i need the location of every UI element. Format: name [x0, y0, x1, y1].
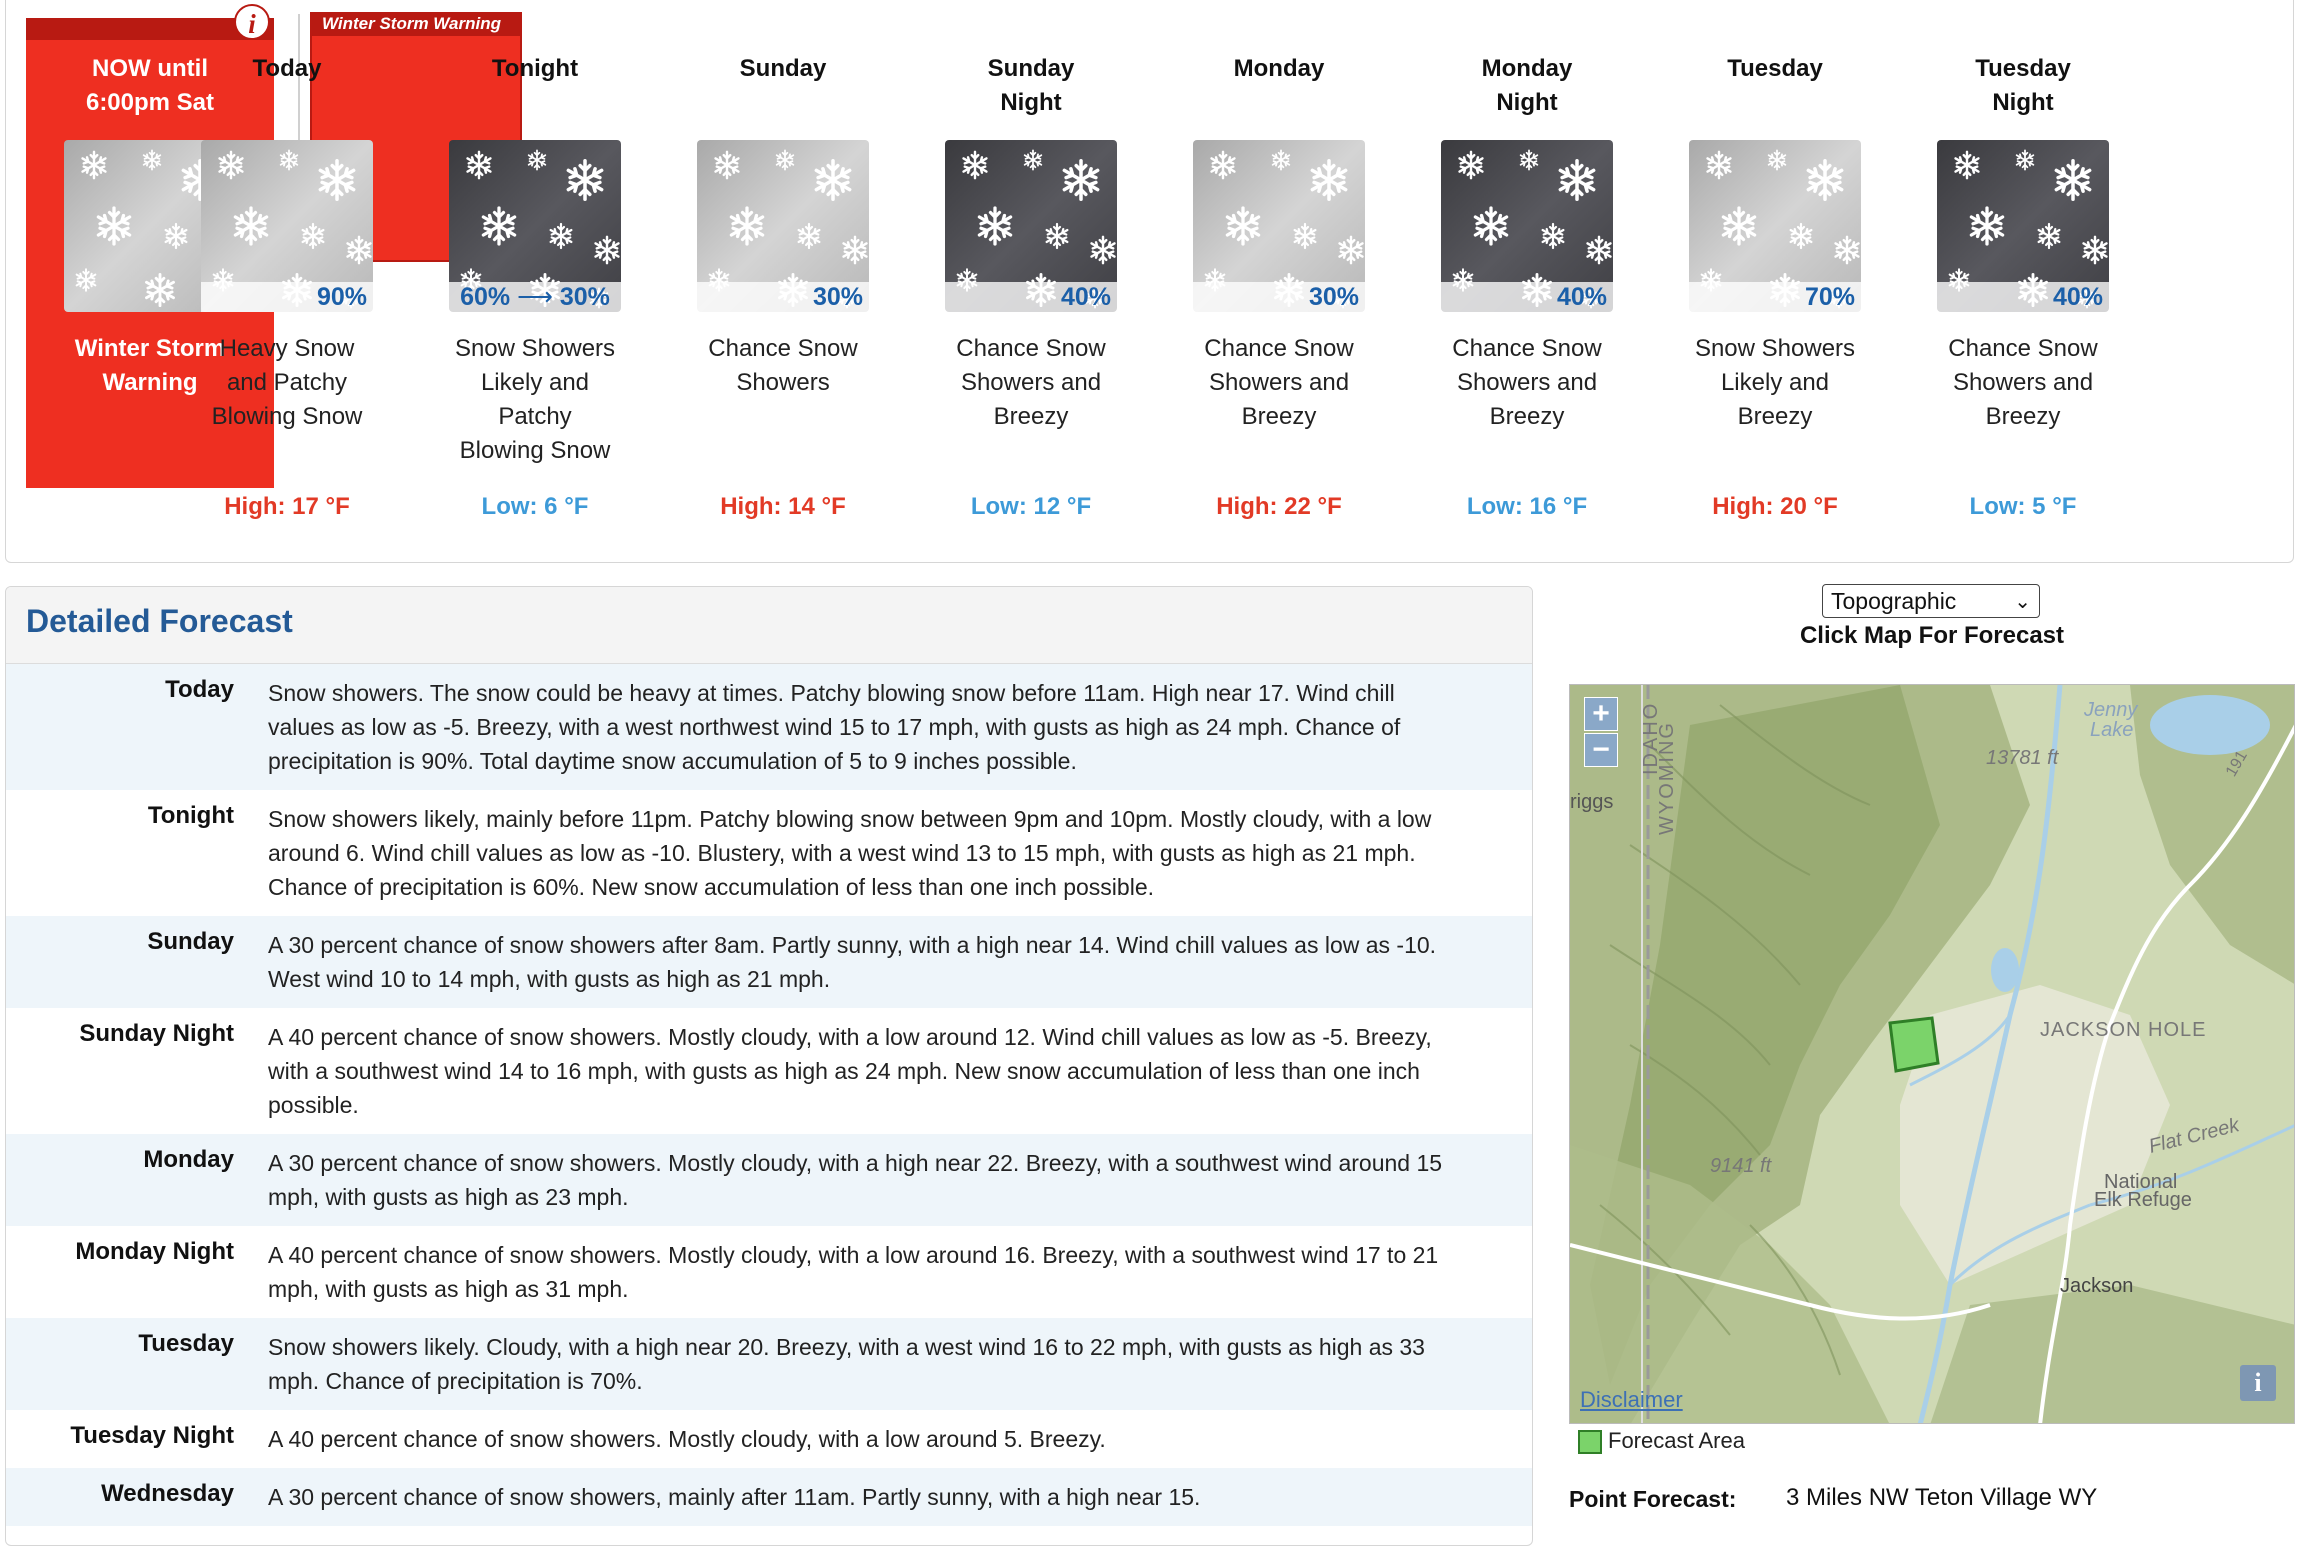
zoom-in-button[interactable]: +: [1584, 697, 1618, 731]
warning-label-line2: Warning: [102, 369, 198, 396]
detailed-forecast-line: mph. Chance of precipitation is 70%.: [268, 1368, 643, 1394]
period-name-line1: Monday: [1233, 55, 1325, 82]
detailed-forecast-line: A 40 percent chance of snow showers. Mostly cloudy, with a low around 5. Breezy.: [268, 1426, 1106, 1452]
detailed-forecast-period: Monday Night: [75, 1238, 234, 1265]
short-forecast-line: Breezy: [1737, 403, 1813, 430]
precip-chance: 40%: [945, 282, 1117, 312]
detailed-forecast-text: [268, 1020, 1513, 1122]
detailed-forecast-period: Tonight: [147, 802, 234, 829]
detailed-forecast-period: Today: [165, 676, 234, 703]
snow-icon[interactable]: [697, 140, 869, 312]
detailed-forecast-period: Sunday: [147, 928, 234, 955]
map-type-select[interactable]: [1822, 584, 2040, 618]
disclaimer-link[interactable]: Disclaimer: [1580, 1387, 1683, 1412]
period-name: [1665, 52, 1885, 124]
snow-icon[interactable]: [945, 140, 1117, 312]
short-forecast-line: Snow Showers: [454, 335, 616, 362]
precip-chance: 30%: [1193, 282, 1365, 312]
detailed-forecast-row: [6, 1226, 1532, 1318]
map-label-peak-2: 9141 ft: [1710, 1155, 1772, 1177]
forecast-period[interactable]: [921, 52, 1141, 524]
period-name: [1913, 52, 2133, 124]
short-forecast-line: Blowing Snow: [459, 437, 611, 464]
period-name-line2: Night: [1992, 89, 2054, 116]
point-forecast-location: 3 Miles NW Teton Village WY: [1786, 1484, 2098, 1511]
detailed-forecast-text: [268, 928, 1513, 996]
precip-chance: 40%: [1937, 282, 2109, 312]
period-name-line1: Tuesday: [1727, 55, 1823, 82]
detailed-forecast-row: [6, 664, 1532, 790]
period-short-forecast: [1169, 332, 1389, 490]
detailed-forecast-row: [6, 1468, 1532, 1526]
forecast-map[interactable]: [1569, 684, 2295, 1424]
detailed-forecast-line: A 40 percent chance of snow showers. Mostly cloudy, with a low around 16. Breezy, with a southwest wind 17 to 21: [268, 1242, 1439, 1268]
detailed-forecast-line: Snow showers likely, mainly before 11pm. Patchy blowing snow between 9pm and 10pm. Mostly cloudy, with a low: [268, 806, 1432, 832]
detailed-forecast-line: precipitation is 90%. Total daytime snow accumulation of 5 to 9 inches possible.: [268, 748, 1077, 774]
forecast-period[interactable]: [1665, 52, 1885, 524]
short-forecast-line: Blowing Snow: [211, 403, 363, 430]
period-name-line2: Night: [1000, 89, 1062, 116]
detailed-forecast-text: [268, 1146, 1513, 1214]
map-legend: [1578, 1428, 1745, 1454]
short-forecast-line: Breezy: [1489, 403, 1565, 430]
period-short-forecast: [921, 332, 1141, 490]
period-name: [1417, 52, 1637, 124]
map-label-refuge-2: Elk Refuge: [2094, 1189, 2192, 1211]
map-label-jackson: Jackson: [2060, 1275, 2134, 1297]
detailed-forecast-row: [6, 1410, 1532, 1468]
detailed-forecast-row: [6, 1008, 1532, 1134]
detailed-forecast-text: [268, 802, 1513, 904]
detailed-forecast-period: Monday: [143, 1146, 234, 1173]
detailed-forecast-line: A 30 percent chance of snow showers. Mostly cloudy, with a high near 22. Breezy, with a southwest wind around 15: [268, 1150, 1443, 1176]
precip-chance-to: 30%: [559, 283, 610, 311]
detailed-forecast-line: around 6. Wind chill values as low as -10. Blustery, with a west wind 13 to 15 mph, with gusts as high as 21 mph.: [268, 840, 1416, 866]
low-temperature: Low: 6 °F: [481, 493, 589, 520]
high-temperature: High: 17 °F: [224, 493, 350, 520]
snow-icon[interactable]: [1441, 140, 1613, 312]
detailed-forecast-line: with a southwest wind 14 to 16 mph, with gusts as high as 24 mph. New snow accumulation of less than one inch: [268, 1058, 1420, 1084]
period-short-forecast: [1665, 332, 1885, 490]
short-forecast-line: Chance Snow: [1948, 335, 2098, 362]
period-short-forecast: [1417, 332, 1637, 490]
period-name-line1: Monday: [1481, 55, 1573, 82]
detailed-forecast-row: [6, 1134, 1532, 1226]
short-forecast-line: Chance Snow: [1204, 335, 1354, 362]
forecast-period[interactable]: [1913, 52, 2133, 524]
map-label-peak-1: 13781 ft: [1986, 747, 2059, 769]
detailed-forecast-line: Chance of precipitation is 60%. New snow accumulation of less than one inch possible.: [268, 874, 1154, 900]
zoom-out-button[interactable]: −: [1584, 733, 1618, 767]
short-forecast-line: Patchy: [498, 403, 572, 430]
period-short-forecast: [1913, 332, 2133, 490]
map-info-button[interactable]: i: [2240, 1365, 2276, 1401]
detailed-forecast-line: A 30 percent chance of snow showers, mainly after 11am. Partly sunny, with a high near 15.: [268, 1484, 1201, 1510]
precip-chance: [449, 282, 621, 312]
period-name: [425, 52, 645, 124]
point-forecast-label: Point Forecast:: [1569, 1486, 1737, 1512]
short-forecast-line: Showers and: [1952, 369, 2094, 396]
precip-chance: 30%: [697, 282, 869, 312]
map-label-idaho: IDAHO: [1640, 701, 1662, 775]
precip-chance: 90%: [201, 282, 373, 312]
low-temperature: Low: 16 °F: [1466, 493, 1588, 520]
short-forecast-line: Showers and: [1456, 369, 1598, 396]
short-forecast-line: Likely and: [480, 369, 590, 396]
snow-icon[interactable]: [201, 140, 373, 312]
period-short-forecast: [673, 332, 893, 490]
warning-label-line1: Winter Storm: [74, 335, 226, 362]
detailed-forecast-text: [268, 1330, 1513, 1398]
detailed-forecast-line: possible.: [268, 1092, 359, 1118]
forecast-period[interactable]: [177, 52, 397, 524]
forecast-area-swatch: [1578, 1430, 1602, 1454]
short-forecast-line: Chance Snow: [956, 335, 1106, 362]
short-forecast-line: Chance Snow: [708, 335, 858, 362]
forecast-area-marker[interactable]: [1890, 1018, 1938, 1071]
detailed-forecast-line: West wind 10 to 14 mph, with gusts as high as 21 mph.: [268, 966, 831, 992]
map-label-driggs: riggs: [1570, 791, 1614, 813]
detailed-forecast-row: [6, 1318, 1532, 1410]
map-label-wyoming: WYOMING: [1656, 721, 1678, 835]
detailed-forecast-panel: [5, 586, 1533, 1546]
map-label-road: 191: [2222, 747, 2251, 780]
map-label-jenny-lake-2: Lake: [2090, 719, 2134, 741]
short-forecast-line: Showers and: [1208, 369, 1350, 396]
snow-icon[interactable]: [1193, 140, 1365, 312]
forecast-period[interactable]: [1169, 52, 1389, 524]
period-short-forecast: [177, 332, 397, 490]
short-forecast-line: Heavy Snow: [219, 335, 355, 362]
detailed-forecast-text: [268, 1480, 1513, 1514]
precip-chance: 70%: [1689, 282, 1861, 312]
map-type-value: Topographic: [1831, 588, 1957, 614]
arrow-right-icon: ⟶: [510, 283, 560, 311]
chevron-down-icon: ⌄: [2014, 591, 2031, 613]
precip-chance: 40%: [1441, 282, 1613, 312]
short-forecast-line: Showers: [736, 369, 830, 396]
detailed-forecast-period: Tuesday: [138, 1330, 234, 1357]
today-warning-badge[interactable]: Winter Storm Warning: [312, 12, 520, 36]
detailed-forecast-line: Snow showers. The snow could be heavy at times. Patchy blowing snow before 11am. High near 17. Wind chill: [268, 680, 1395, 706]
short-forecast-line: Snow Showers: [1694, 335, 1856, 362]
short-forecast-line: Breezy: [1241, 403, 1317, 430]
detailed-forecast-title: Detailed Forecast: [26, 603, 293, 639]
period-name-line1: Sunday: [739, 55, 827, 82]
map-label-refuge-1: National: [2104, 1171, 2178, 1193]
detailed-forecast-line: Snow showers likely. Cloudy, with a high near 20. Breezy, with a west wind 16 to 22 mph, with gusts as high as 33: [268, 1334, 1425, 1360]
high-temperature: High: 22 °F: [1216, 493, 1342, 520]
warning-time-line1: NOW until: [92, 55, 208, 82]
period-name-line1: Tonight: [491, 55, 579, 82]
period-name-line1: Sunday: [987, 55, 1075, 82]
short-forecast-line: Chance Snow: [1452, 335, 1602, 362]
low-temperature: Low: 5 °F: [1969, 493, 2077, 520]
map-label-jenny-lake-1: Jenny: [2084, 699, 2138, 721]
detailed-forecast-line: mph, with gusts as high as 31 mph.: [268, 1276, 629, 1302]
period-short-forecast: [425, 332, 645, 490]
detailed-forecast-line: A 30 percent chance of snow showers after 8am. Partly sunny, with a high near 14. Wind chill values as low as -10.: [268, 932, 1437, 958]
low-temperature: Low: 12 °F: [970, 493, 1092, 520]
period-name: [921, 52, 1141, 124]
period-name-line2: Night: [1496, 89, 1558, 116]
period-name: [177, 52, 397, 124]
forecast-period[interactable]: [425, 52, 645, 524]
detailed-forecast-period: Sunday Night: [79, 1020, 234, 1047]
short-forecast-line: Likely and: [1720, 369, 1830, 396]
warning-time-line2: 6:00pm Sat: [85, 89, 215, 116]
precip-chance-from: 60%: [460, 283, 511, 311]
snow-icon[interactable]: [449, 140, 621, 312]
detailed-forecast-line: values as low as -5. Breezy, with a west northwest wind 15 to 17 mph, with gusts as high as 24 mph. Chance of: [268, 714, 1401, 740]
detailed-forecast-text: [268, 1238, 1513, 1306]
period-name: [1169, 52, 1389, 124]
detailed-forecast-line: mph, with gusts as high as 23 mph.: [268, 1184, 629, 1210]
detailed-forecast-period: Tuesday Night: [70, 1422, 234, 1449]
legend-label: Forecast Area: [1608, 1428, 1745, 1453]
forecast-period[interactable]: [673, 52, 893, 524]
detailed-forecast-row: [6, 916, 1532, 1008]
map-caption: Click Map For Forecast: [1799, 622, 2065, 649]
snow-icon[interactable]: [1937, 140, 2109, 312]
high-temperature: High: 14 °F: [720, 493, 846, 520]
period-name-line1: Tuesday: [1975, 55, 2071, 82]
period-name: [673, 52, 893, 124]
info-icon[interactable]: i: [234, 4, 270, 40]
detailed-forecast-line: A 40 percent chance of snow showers. Mostly cloudy, with a low around 12. Wind chill values as low as -5. Breezy,: [268, 1024, 1432, 1050]
short-forecast-line: Breezy: [993, 403, 1069, 430]
map-label-flat-creek: Flat Creek: [2146, 1114, 2242, 1158]
detailed-forecast-text: [268, 1422, 1513, 1456]
short-forecast-line: and Patchy: [226, 369, 348, 396]
map-label-jackson-hole: JACKSON HOLE: [2040, 1019, 2207, 1041]
detailed-forecast-period: Wednesday: [101, 1480, 234, 1507]
detailed-forecast-row: [6, 790, 1532, 916]
forecast-period[interactable]: [1417, 52, 1637, 524]
detailed-forecast-text: [268, 676, 1513, 778]
period-name-line1: Today: [252, 55, 322, 82]
high-temperature: High: 20 °F: [1712, 493, 1838, 520]
snow-icon[interactable]: [1689, 140, 1861, 312]
short-forecast-line: Breezy: [1985, 403, 2061, 430]
short-forecast-line: Showers and: [960, 369, 1102, 396]
